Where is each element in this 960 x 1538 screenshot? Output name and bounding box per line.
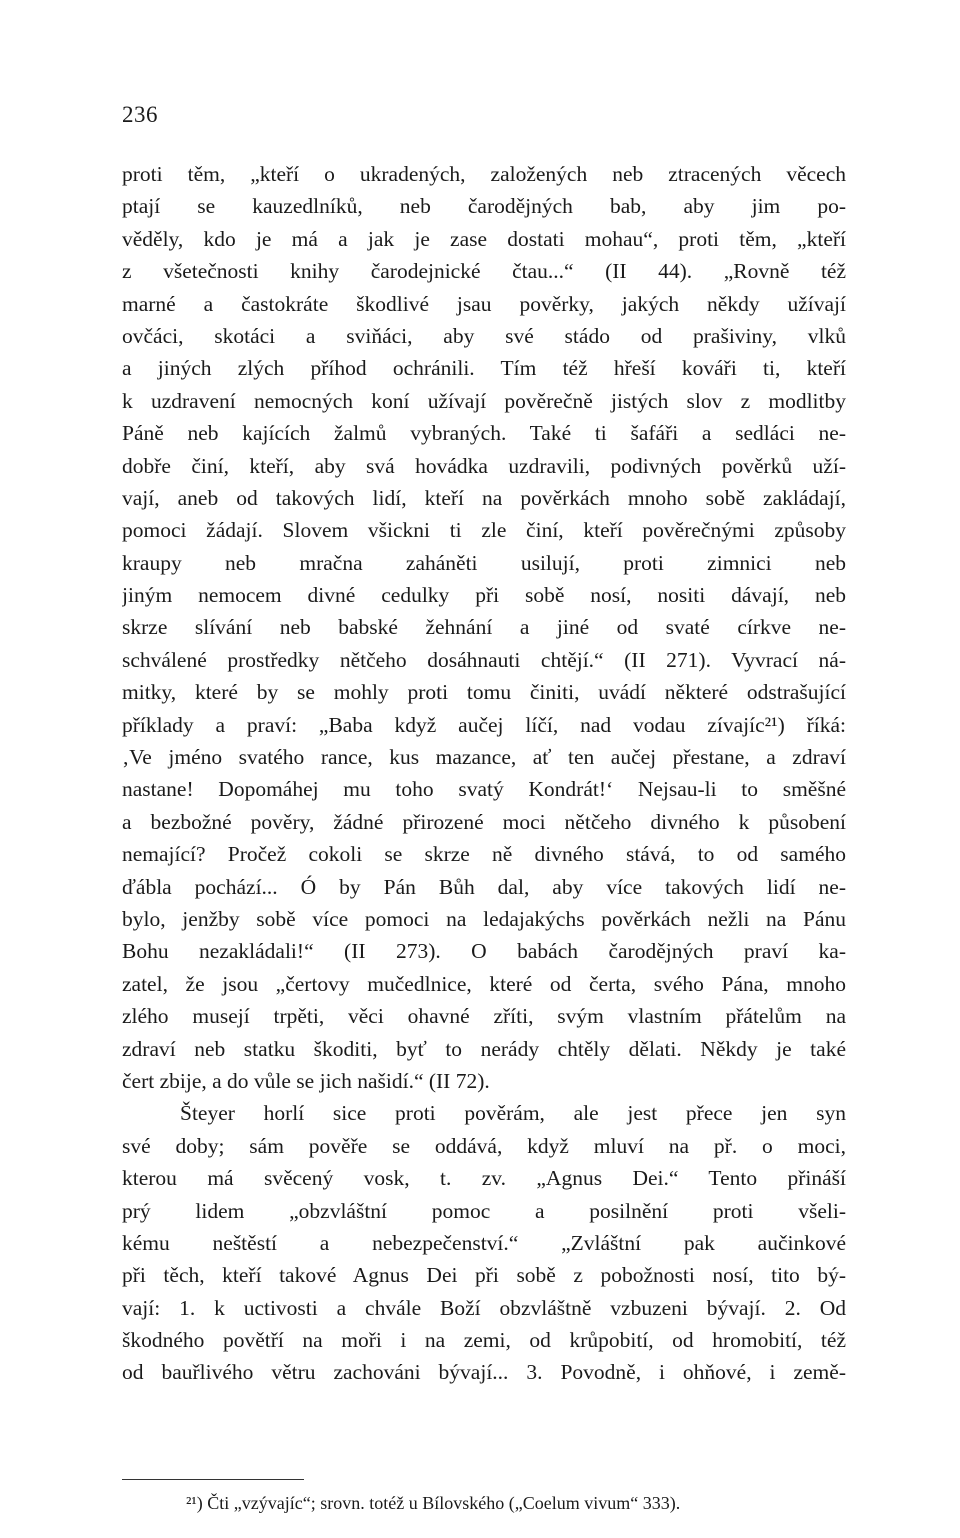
text-line: kterou má svěcený vosk, t. zv. „Agnus Dei.“ Tento přináší bbox=[122, 1166, 846, 1191]
text-line: příklady a praví: „Baba když aučej líčí, nad vodau zívajíc²¹) říká: bbox=[122, 712, 846, 737]
text-line: proti těm, „kteří o ukradených, založených neb ztracených věcech bbox=[122, 162, 846, 186]
text-line: zdraví neb statku škoditi, byť to nerády chtěly dělati. Někdy je také bbox=[122, 1036, 846, 1061]
text-line: Bohu nezakládali!“ (II 273). O babách čarodějných praví ka- bbox=[122, 939, 846, 964]
text-line: kraupy neb mračna zaháněti usilují, proti zimnici neb bbox=[122, 550, 846, 575]
text-line: škodného povětří na moři i na zemi, od krůpobití, od hromobití, též bbox=[122, 1328, 846, 1353]
text-line: dobře činí, kteří, aby svá hovádka uzdravili, podivných pověrků uží- bbox=[122, 453, 846, 478]
text-line: zatel, že jsou „čertovy mučedlnice, které od čerta, svého Pána, mnoho bbox=[122, 971, 846, 996]
body-text bbox=[122, 158, 846, 1389]
text-line: při těch, kteří takové Agnus Dei při sobě z pobožnosti nosí, tito bý- bbox=[122, 1263, 846, 1288]
footnote: ²¹) Čti „vzývajíc“; srovn. totéž u Bílovského („Coelum vivum“ 333). bbox=[186, 1493, 681, 1513]
text-line: schválené prostředky nětčeho dosáhnauti chtějí.“ (II 271). Vyvrací ná- bbox=[122, 647, 846, 672]
text-line-paragraph-end: čert zbije, a do vůle se jich našidí.“ (II 72). bbox=[122, 1068, 490, 1093]
text-line: bylo, jenžby sobě více pomoci na ledajakýchs pověrkách nežli na Pánu bbox=[122, 906, 846, 931]
text-line: skrze slívání neb babské žehnání a jiné od svaté církve ne- bbox=[122, 615, 846, 640]
text-line: své doby; sám pověře se oddává, když mluví na př. o moci, bbox=[122, 1133, 846, 1158]
text-line: a jiných zlých příhod ochránili. Tím též hřeší kováři ti, kteří bbox=[122, 356, 846, 381]
text-line: vají: 1. k uctivosti a chvále Boží obzvláštně vzbuzeni bývají. 2. Od bbox=[122, 1295, 846, 1320]
text-line: mitky, které by se mohly proti tomu činiti, uvádí některé odstrašující bbox=[122, 680, 846, 705]
text-line: nemající? Pročež cokoli se skrze ně divného stává, to od samého bbox=[122, 842, 846, 867]
text-line-paragraph-start: Šteyer horlí sice proti pověrám, ale jest přece jen syn bbox=[180, 1101, 846, 1126]
text-line: pomoci žádají. Slovem všickni ti zle činí, kteří pověrečnými způsoby bbox=[122, 518, 846, 543]
text-line: zlého musejí trpěti, věci ohavné zříti, svým vlastním přátelům na bbox=[122, 1004, 846, 1029]
text-line: ptají se kauzedlníků, neb čarodějných bab, aby jim po- bbox=[122, 194, 846, 219]
text-line: kému neštěstí a nebezpečenství.“ „Zvláštní pak aučinkové bbox=[122, 1230, 846, 1255]
text-line: prý lidem „obzvláštní pomoc a posilnění proti všeli- bbox=[122, 1198, 846, 1223]
text-line: k uzdravení nemocných koní užívají pověrečně jistých slov z modlitby bbox=[122, 388, 846, 413]
text-line: z všetečnosti knihy čarodejnické čtau...“ (II 44). „Rovně též bbox=[122, 259, 846, 284]
text-line: ‚Ve jméno svatého rance, kus mazance, ať ten aučej přestane, a zdraví bbox=[122, 745, 846, 770]
text-line: a bezbožné pověry, žádné přirozené moci nětčeho divného k působení bbox=[122, 809, 846, 834]
footnote-divider bbox=[122, 1479, 304, 1480]
text-line: Páně neb kajících žalmů vybraných. Také ti šafáři a sedláci ne- bbox=[122, 421, 846, 446]
text-line: nastane! Dopomáhej mu toho svatý Kondrát!‘ Nejsau-li to směšné bbox=[122, 777, 846, 802]
text-line: věděly, kdo je má a jak je zase dostati mohau“, proti těm, „kteří bbox=[122, 226, 846, 251]
text-line: ovčáci, skotáci a sviňáci, aby své stádo od prašiviny, vlků bbox=[122, 323, 846, 348]
text-line: ďábla pochází... Ó by Pán Bůh dal, aby více takových lidí ne- bbox=[122, 874, 846, 899]
page-number: 236 bbox=[122, 102, 158, 127]
text-line: jiným nemocem divné cedulky při sobě nosí, nositi dávají, neb bbox=[122, 583, 846, 608]
text-line: od bauřlivého větru zachováni bývají... 3. Povodně, i ohňové, i země- bbox=[122, 1360, 846, 1385]
text-line: vají, aneb od takových lidí, kteří na pověrkách mnoho sobě zakládají, bbox=[122, 485, 846, 510]
text-line: marné a častokráte škodlivé jsau pověrky, jakých někdy užívají bbox=[122, 291, 846, 316]
